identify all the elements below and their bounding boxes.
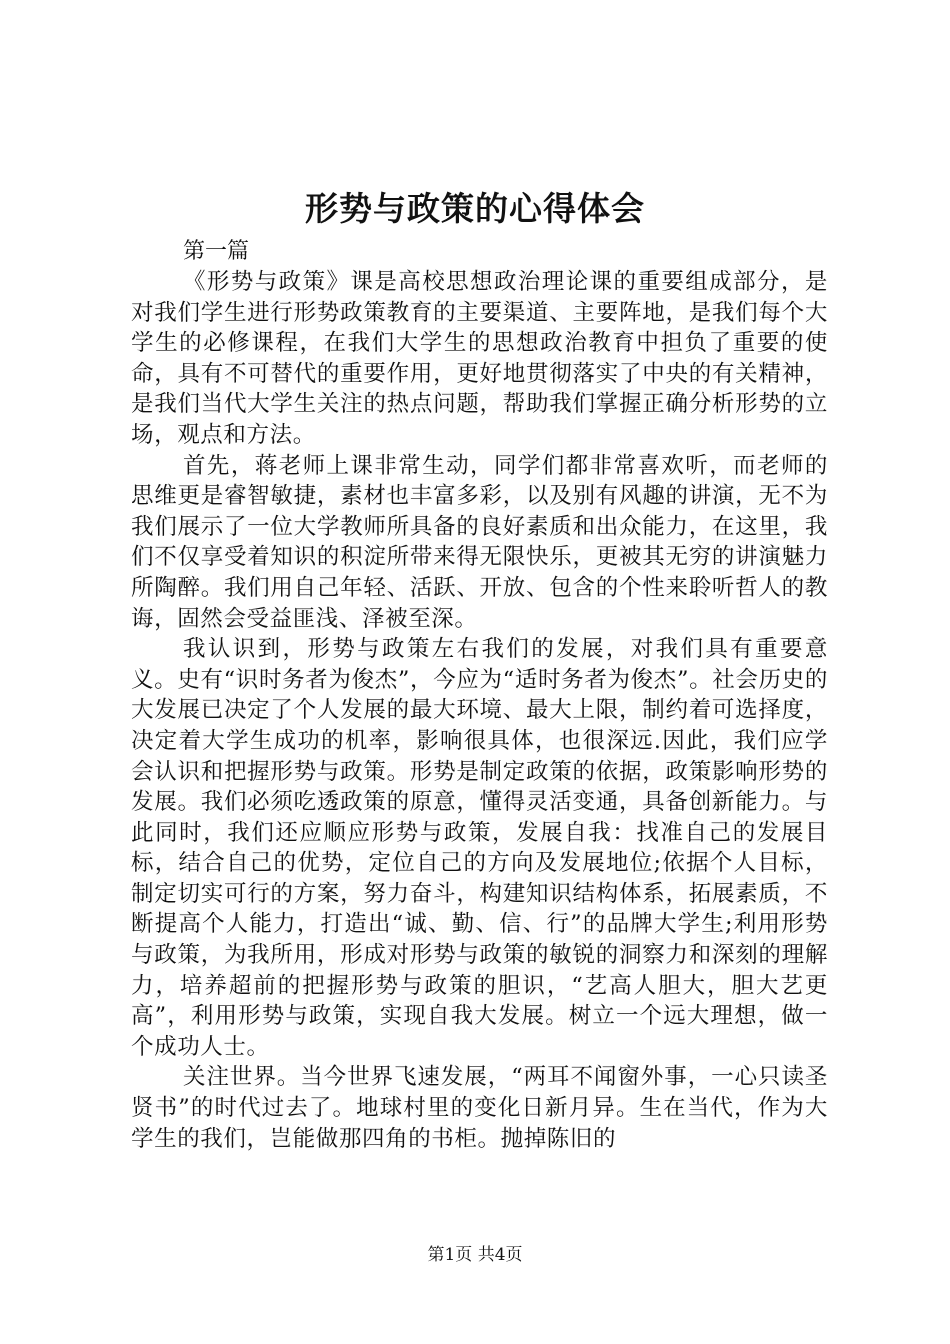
paragraph-4: 关注世界。当今世界飞速发展，“两耳不闻窗外事，一心只读圣贤书”的时代过去了。地球村里的变化日新月异。生在当代，作为大学生的我们，岂能做那四角的书柜。抛掉陈旧的 [131,1064,828,1152]
section-heading: 第一篇 [183,239,250,264]
page-footer: 第1页 共4页 [427,1245,523,1265]
paragraph-3: 我认识到，形势与政策左右我们的发展，对我们具有重要意义。史有“识时务者为俊杰”，今应为“适时务者为俊杰”。社会历史的大发展已决定了个人发展的最大环境、最大上限，制约着可选择度，决定着大学生成功的机率，影响很具体，也很深远.因此，我们应学会认识和把握形势与政策。形势是制定政策的依据，政策影响形势的发展。我们必须吃透政策的原意，懂得灵活变通，具备创新能力。与此同时，我们还应顺应形势与政策，发展自我：找准自己的发展目标，结合自己的优势，定位自己的方向及发展地位;依据个人目标，制定切实可行的方案，努力奋斗，构建知识结构体系，拓展素质，不断提高个人能力，打造出“诚、勤、信、行”的品牌大学生;利用形势与政策，为我所用，形成对形势与政策的敏锐的洞察力和深刻的理解力，培养超前的把握形势与政策的胆识，“艺高人胆大，胆大艺更高”，利用形势与政策，实现自我大发展。树立一个远大理想，做一个成功人士。 [131,636,828,1060]
paragraph-2: 首先，蒋老师上课非常生动，同学们都非常喜欢听，而老师的思维更是睿智敏捷，素材也丰富多彩，以及别有风趣的讲演，无不为我们展示了一位大学教师所具备的良好素质和出众能力，在这里，我们不仅享受着知识的积淀所带来得无限快乐，更被其无穷的讲演魅力所陶醉。我们用自己年轻、活跃、开放、包含的个性来聆听哲人的教诲，固然会受益匪浅、泽被至深。 [131,452,828,632]
paragraph-1: 《形势与政策》课是高校思想政治理论课的重要组成部分，是对我们学生进行形势政策教育的主要渠道、主要阵地，是我们每个大学生的必修课程，在我们大学生的思想政治教育中担负了重要的使命，具有不可替代的重要作用，更好地贯彻落实了中央的有关精神，是我们当代大学生关注的热点问题，帮助我们掌握正确分析形势的立场，观点和方法。 [131,269,828,448]
document-body [131,237,828,1154]
document-title: 形势与政策的心得体会 [305,189,645,228]
